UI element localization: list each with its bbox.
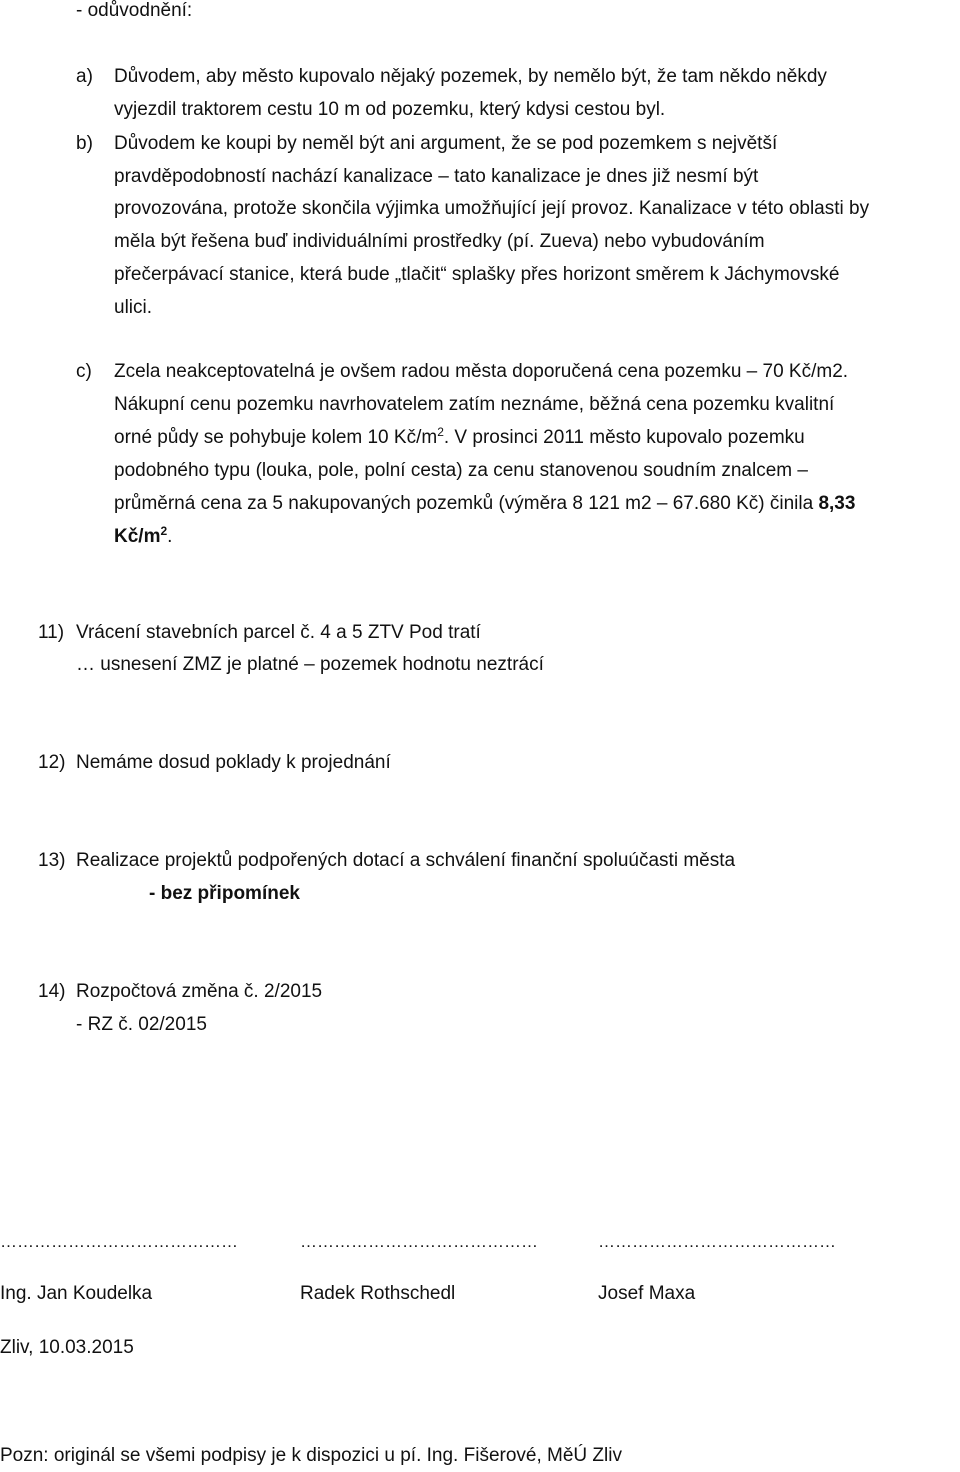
section-14-number: 14) <box>38 981 66 1002</box>
item-c-price-unit: $Kč/m^2$ <box>114 524 168 547</box>
item-c-line-3-text: orné půdy se pohybuje kolem 10 Kč/m <box>114 427 438 448</box>
section-13-note: - bez připomínek <box>149 883 300 904</box>
section-12-number: 12) <box>38 752 66 773</box>
item-b-line-6: ulici. <box>114 297 153 318</box>
item-c-unit-superscript: 2 <box>160 524 168 538</box>
signatory-3: Josef Maxa <box>598 1283 696 1304</box>
signatory-2: Radek Rothschedl <box>300 1283 456 1304</box>
item-c-line-4: podobného typu (louka, pole, polní cesta) za cenu stanovenou soudním znalcem – <box>114 460 808 481</box>
item-c-label: c) <box>76 361 92 382</box>
signatory-1: Ing. Jan Koudelka <box>0 1283 153 1304</box>
item-b-label: b) <box>76 133 93 154</box>
item-c-price-value: 8,33 <box>818 493 856 514</box>
item-a-label: a) <box>76 66 93 87</box>
item-c-line-1: Zcela neakceptovatelná je ovšem radou města doporučená cena pozemku – 70 Kč/m2. <box>114 361 849 382</box>
section-11-number: 11) <box>38 622 65 643</box>
item-c-line-5 <box>114 487 855 520</box>
section-14-title: Rozpočtová změna č. 2/2015 <box>76 981 323 1002</box>
item-c-line-6 <box>114 520 172 553</box>
item-b-line-2: pravděpodobností nachází kanalizace – tato kanalizace je dnes již nesmí být <box>114 166 759 187</box>
item-a-line-2: vyjezdil traktorem cestu 10 m od pozemku, který kdysi cestou byl. <box>114 99 666 120</box>
section-12-title: Nemáme dosud poklady k projednání <box>76 752 391 773</box>
signature-line-2: …………………………………… <box>300 1232 538 1251</box>
item-c-line-3 <box>114 421 805 454</box>
item-c-line-2: Nákupní cenu pozemku navrhovatelem zatím neznáme, běžná cena pozemku kvalitní <box>114 394 835 415</box>
place-date: Zliv, 10.03.2015 <box>0 1337 134 1358</box>
item-b-line-4: měla být řešena buď individuálními prostředky (pí. Zueva) nebo vybudováním <box>114 231 765 252</box>
section-13-number: 13) <box>38 850 66 871</box>
signature-line-3: …………………………………… <box>598 1232 836 1251</box>
item-b-line-1: Důvodem ke koupi by neměl být ani argument, že se pod pozemkem s největší <box>114 133 778 154</box>
footer-note: Pozn: originál se všemi podpisy je k dispozici u pí. Ing. Fišerové, MěÚ Zliv <box>0 1445 622 1466</box>
signature-line-1: …………………………………… <box>0 1232 238 1251</box>
item-c-line-5-text: průměrná cena za 5 nakupovaných pozemků (výměra 8 121 m2 – 67.680 Kč) činila <box>114 493 819 514</box>
heading: - odůvodnění: <box>76 0 193 21</box>
item-a-line-1: Důvodem, aby město kupovalo nějaký pozemek, by nemělo být, že tam někdo někdy <box>114 66 827 87</box>
item-c-line-6-rest: . <box>167 526 173 547</box>
section-13-title: Realizace projektů podpořených dotací a schválení finanční spoluúčasti města <box>76 850 736 871</box>
item-c-line-3-rest: . V prosinci 2011 město kupovalo pozemku <box>443 427 805 448</box>
item-c-line-3-superscript: 2 <box>437 425 444 439</box>
item-b-line-5: přečerpávací stanice, která bude „tlačit“ splašky přes horizont směrem k Jáchymovské <box>114 264 840 285</box>
item-b-line-3: provozována, protože skončila výjimka umožňující její provoz. Kanalizace v této oblasti by <box>114 198 870 219</box>
section-11-title: Vrácení stavebních parcel č. 4 a 5 ZTV Pod tratí <box>76 622 481 643</box>
section-11-note: … usnesení ZMZ je platné – pozemek hodnotu neztrácí <box>76 654 544 675</box>
section-14-note: - RZ č. 02/2015 <box>76 1014 207 1035</box>
